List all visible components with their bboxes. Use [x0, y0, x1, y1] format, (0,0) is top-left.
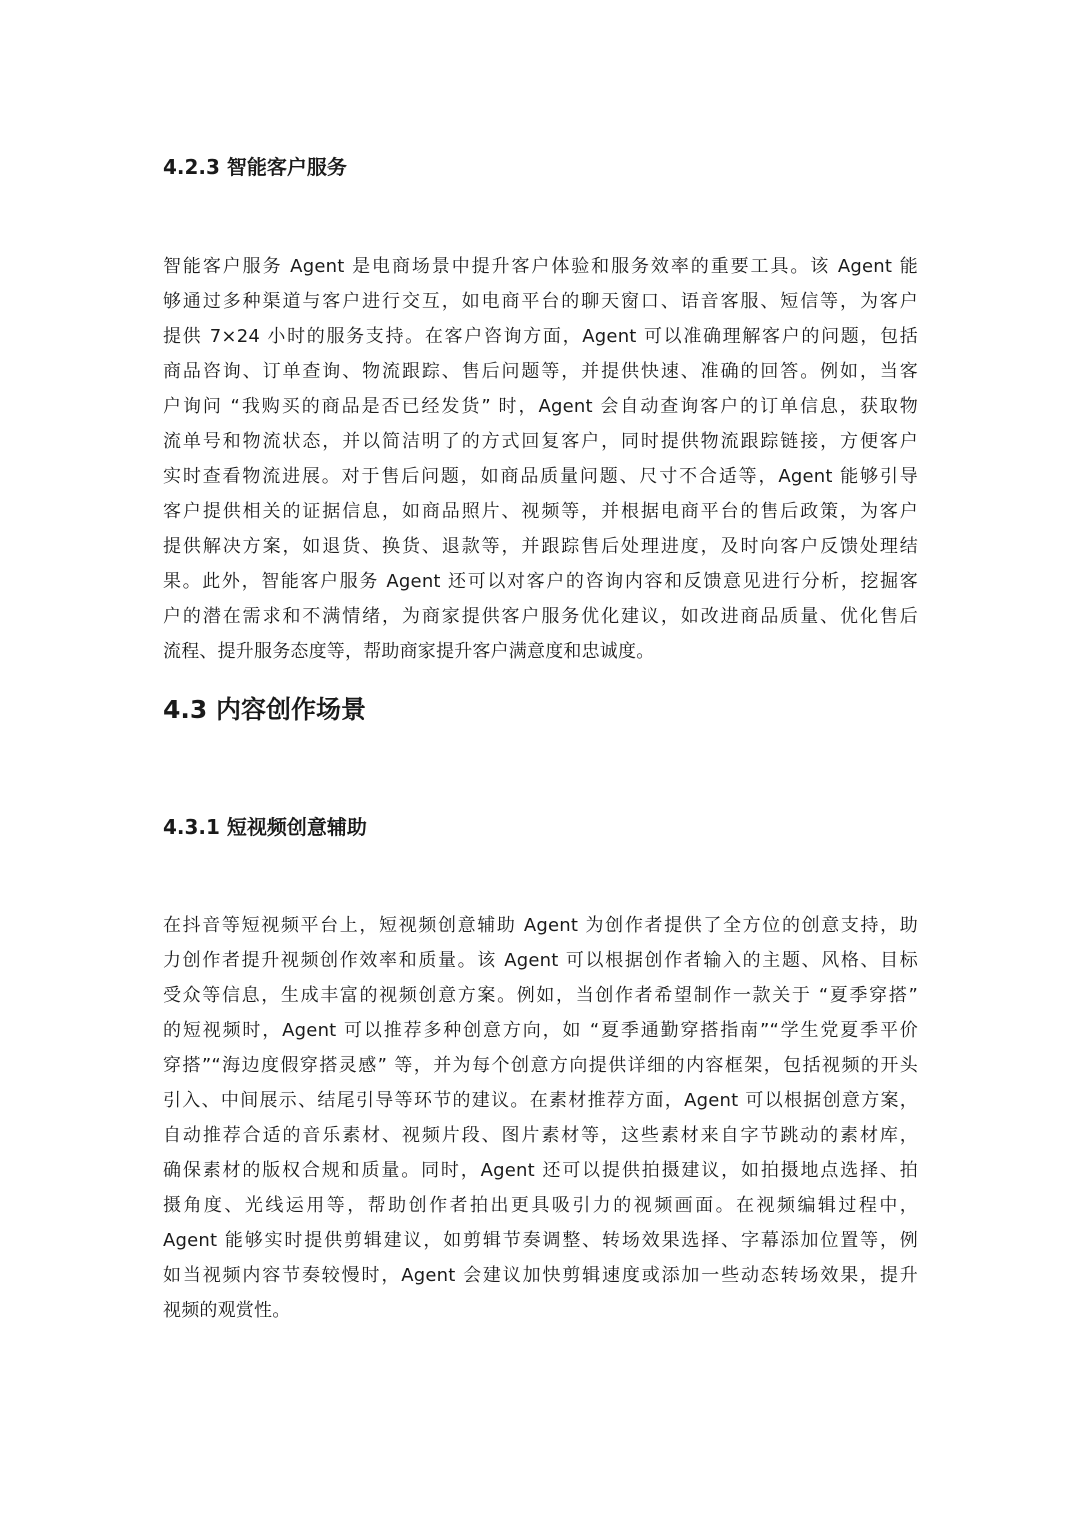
paragraph-line: 穿搭”“海边度假穿搭灵感” 等，并为每个创意方向提供详细的内容框架，包括视频的开头	[163, 1055, 918, 1076]
paragraph-line: 摄角度、光线运用等，帮助创作者拍出更具吸引力的视频画面。在视频编辑过程中，	[163, 1195, 918, 1216]
paragraph-line: 果。此外，智能客户服务 Agent 还可以对客户的咨询内容和反馈意见进行分析，挖掘客	[163, 571, 918, 592]
section-4-2-3-heading: 4.2.3 智能客户服务	[163, 155, 347, 179]
paragraph-line: 够通过多种渠道与客户进行交互，如电商平台的聊天窗口、语音客服、短信等，为客户	[163, 291, 918, 312]
paragraph-line: 户的潜在需求和不满情绪，为商家提供客户服务优化建议，如改进商品质量、优化售后	[163, 606, 918, 627]
section-4-3-1-paragraph	[163, 908, 918, 1328]
paragraph-line: 如当视频内容节奏较慢时，Agent 会建议加快剪辑速度或添加一些动态转场效果，提升	[163, 1265, 918, 1286]
paragraph-line: 提供 7×24 小时的服务支持。在客户咨询方面，Agent 可以准确理解客户的问题，包括	[163, 326, 918, 347]
section-4-2-3-paragraph	[163, 249, 918, 669]
paragraph-line: 自动推荐合适的音乐素材、视频片段、图片素材等，这些素材来自字节跳动的素材库，	[163, 1125, 918, 1146]
paragraph-line: 确保素材的版权合规和质量。同时，Agent 还可以提供拍摄建议，如拍摄地点选择、拍	[163, 1160, 918, 1181]
paragraph-line: 的短视频时，Agent 可以推荐多种创意方向，如 “夏季通勤穿搭指南”“学生党夏季平价	[163, 1020, 918, 1041]
paragraph-line: 流程、提升服务态度等，帮助商家提升客户满意度和忠诚度。	[163, 641, 655, 662]
paragraph-line: 提供解决方案，如退货、换货、退款等，并跟踪售后处理进度，及时向客户反馈处理结	[163, 536, 918, 557]
paragraph-line: 引入、中间展示、结尾引导等环节的建议。在素材推荐方面，Agent 可以根据创意方案，	[163, 1090, 918, 1111]
paragraph-line: 在抖音等短视频平台上，短视频创意辅助 Agent 为创作者提供了全方位的创意支持，助	[163, 915, 918, 936]
paragraph-line: 视频的观赏性。	[163, 1300, 291, 1321]
section-4-3-1-heading: 4.3.1 短视频创意辅助	[163, 815, 367, 839]
paragraph-line: 户询问 “我购买的商品是否已经发货” 时，Agent 会自动查询客户的订单信息，获取物	[163, 396, 918, 417]
paragraph-line: 商品咨询、订单查询、物流跟踪、售后问题等，并提供快速、准确的回答。例如，当客	[163, 361, 918, 382]
paragraph-line: 智能客户服务 Agent 是电商场景中提升客户体验和服务效率的重要工具。该 Agent 能	[163, 256, 918, 277]
paragraph-line: 受众等信息，生成丰富的视频创意方案。例如，当创作者希望制作一款关于 “夏季穿搭”	[163, 985, 918, 1006]
paragraph-line: 力创作者提升视频创作效率和质量。该 Agent 可以根据创作者输入的主题、风格、目标	[163, 950, 918, 971]
paragraph-line: 客户提供相关的证据信息，如商品照片、视频等，并根据电商平台的售后政策，为客户	[163, 501, 918, 522]
section-4-3-heading: 4.3 内容创作场景	[163, 695, 366, 724]
paragraph-line: 流单号和物流状态，并以简洁明了的方式回复客户，同时提供物流跟踪链接，方便客户	[163, 431, 918, 452]
paragraph-line: Agent 能够实时提供剪辑建议，如剪辑节奏调整、转场效果选择、字幕添加位置等，例	[163, 1230, 918, 1251]
paragraph-line: 实时查看物流进展。对于售后问题，如商品质量问题、尺寸不合适等，Agent 能够引导	[163, 466, 918, 487]
